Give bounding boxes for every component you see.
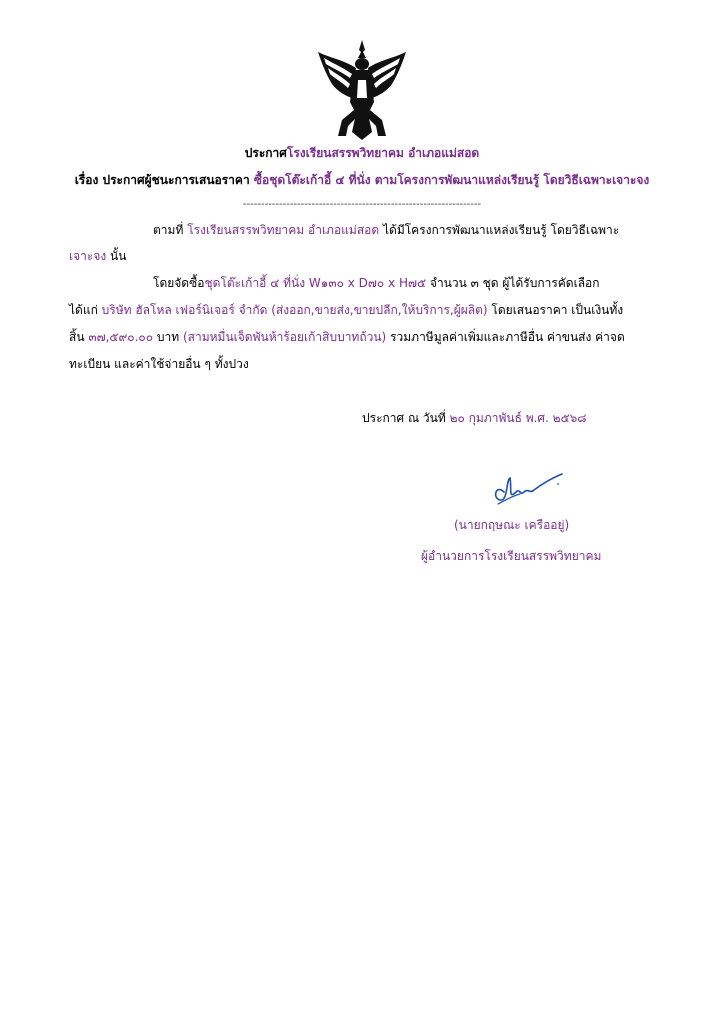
subject-line bbox=[0, 172, 724, 188]
signer-name: (นายกฤษณะ เครืออยู่) bbox=[454, 518, 570, 532]
announcement-heading bbox=[0, 145, 724, 161]
announce-line bbox=[362, 410, 587, 426]
heading-prefix: ประกาศ bbox=[244, 146, 287, 160]
para1-text-3: นั้น bbox=[110, 249, 127, 263]
announce-date: ๒๐ กุมภาพันธ์ พ.ศ. ๒๕๖๘ bbox=[449, 411, 587, 425]
para2-line3 bbox=[69, 329, 625, 345]
para2-line1 bbox=[153, 275, 600, 291]
para2-text-6: รวมภาษีมูลค่าเพิ่มและภาษีอื่น ค่าขนส่ง ค่าจด bbox=[390, 330, 625, 344]
para1-line2 bbox=[69, 248, 126, 264]
para1-line1 bbox=[153, 222, 619, 238]
para2-amount: ๓๗,๕๙๐.๐๐ bbox=[88, 330, 154, 344]
para2-text-5: สิ้น bbox=[69, 330, 85, 344]
announce-prefix: ประกาศ ณ วันที่ bbox=[362, 411, 446, 425]
subject-item: ซื้อชุดโต๊ะเก้าอี้ ๔ ที่นั่ง ตามโครงการพัฒนาแหล่งเรียนรู้ โดยวิธีเฉพาะเจาะจง bbox=[253, 173, 650, 187]
para1-text-2: ได้มีโครงการพัฒนาแหล่งเรียนรู้ โดยวิธีเฉพาะ bbox=[382, 223, 620, 237]
para1-school: โรงเรียนสรรพวิทยาคม อำเภอแม่สอด bbox=[187, 223, 380, 237]
para2-amount-words: (สามหมื่นเจ็ดพันห้าร้อยเก้าสิบบาทถ้วน) bbox=[182, 330, 387, 344]
para2-text-7: ทะเบียน และค่าใช้จ่ายอื่น ๆ ทั้งปวง bbox=[69, 357, 249, 371]
para2-vendor: บริษัท ฮัลโหล เฟอร์นิเจอร์ จำกัด (ส่งออก,ขายส่ง,ขายปลีก,ให้บริการ,ผู้ผลิต) bbox=[101, 303, 488, 317]
signature-image bbox=[486, 470, 566, 510]
para2-currency: บาท bbox=[156, 330, 180, 344]
para1-text: ตามที่ bbox=[153, 223, 184, 237]
para2-text-3: ได้แก่ bbox=[69, 303, 98, 317]
para2-text: โดยจัดซื้อ bbox=[153, 276, 205, 290]
para1-method: เจาะจง bbox=[69, 249, 107, 263]
para2-text-4: โดยเสนอราคา เป็นเงินทั้ง bbox=[491, 303, 624, 317]
signer-position: ผู้อำนวยการโรงเรียนสรรพวิทยาคม bbox=[421, 549, 602, 563]
divider: ------------------------------------------------------------------ bbox=[242, 199, 482, 210]
garuda-emblem-icon bbox=[316, 40, 408, 140]
heading-school: โรงเรียนสรรพวิทยาคม อำเภอแม่สอด bbox=[286, 146, 480, 160]
para2-text-2: จำนวน ๓ ชุด ผู้ได้รับการคัดเลือก bbox=[429, 276, 600, 290]
para2-line4 bbox=[69, 356, 249, 372]
para2-item: ชุดโต๊ะเก้าอี้ ๔ ที่นั่ง W๑๓๐ x D๗๐ x H๗๕ bbox=[204, 276, 427, 290]
subject-prefix: เรื่อง ประกาศผู้ชนะการเสนอราคา bbox=[74, 173, 250, 187]
para2-line2 bbox=[69, 302, 623, 318]
